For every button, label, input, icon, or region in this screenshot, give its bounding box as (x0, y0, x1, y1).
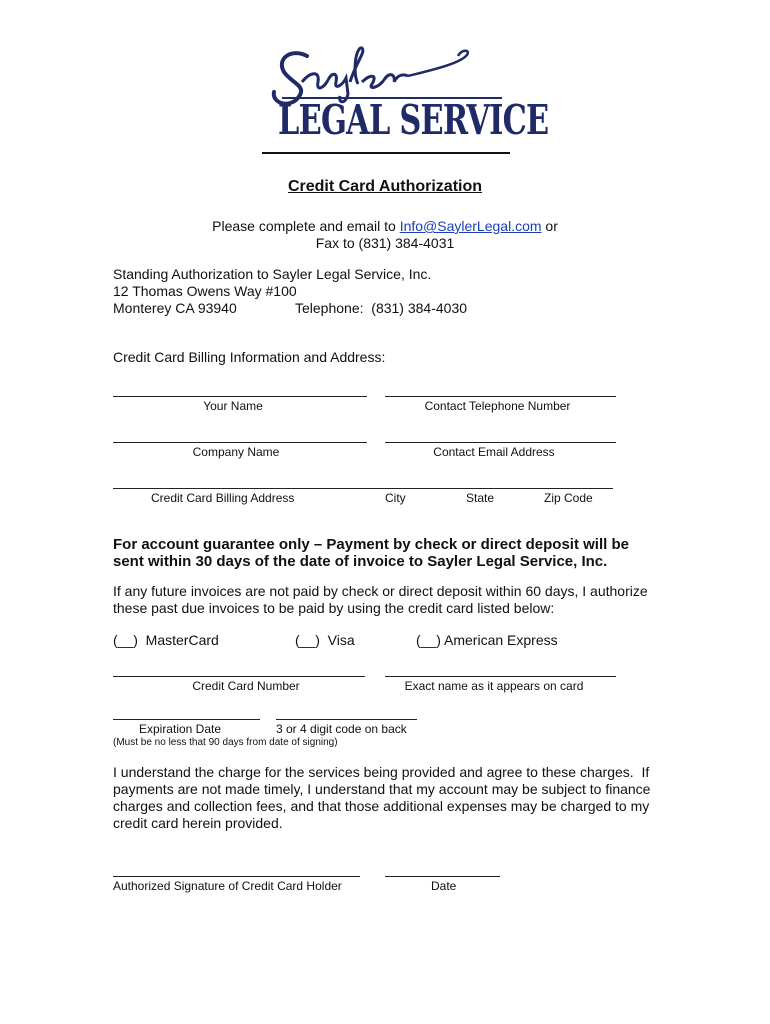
cvv-label: 3 or 4 digit code on back (276, 722, 407, 736)
contact-email-label: Contact Email Address (433, 445, 555, 459)
page-title: Credit Card Authorization (287, 178, 483, 195)
agreement-line-4: credit card herein provided. (113, 815, 283, 831)
card-number-field[interactable] (113, 676, 365, 677)
agreement-line-2: payments are not made timely, I understand that my account may be subject to finance (113, 781, 651, 797)
contact-email-field[interactable] (385, 442, 616, 443)
date-field[interactable] (385, 876, 500, 877)
city-label: City (385, 491, 406, 505)
logo-wordmark: LEGAL SERVICE (278, 96, 549, 144)
billing-heading: Credit Card Billing Information and Address: (113, 349, 386, 365)
state-label: State (466, 491, 495, 505)
zip-label: Zip Code (544, 491, 593, 505)
fax-line: Fax to (831) 384-4031 (315, 235, 455, 251)
expiration-field[interactable] (113, 719, 260, 720)
guarantee-text-line-1: If any future invoices are not paid by check or direct deposit within 60 days, I authorize (113, 583, 648, 599)
expiration-label: Expiration Date (138, 722, 222, 736)
company-line-2: 12 Thomas Owens Way #100 (113, 283, 297, 299)
visa-option[interactable]: (__) Visa (295, 632, 355, 648)
exact-name-field[interactable] (385, 676, 616, 677)
contact-phone-label: Contact Telephone Number (424, 399, 571, 413)
card-number-label: Credit Card Number (192, 679, 300, 693)
signature-label: Authorized Signature of Credit Card Holder (113, 879, 342, 893)
guarantee-heading-line-2: sent within 30 days of the date of invoice to Sayler Legal Service, Inc. (113, 553, 608, 570)
cvv-field[interactable] (276, 719, 417, 720)
instructions-suffix: or (541, 218, 558, 234)
company-line-1: Standing Authorization to Sayler Legal Service, Inc. (113, 266, 432, 282)
contact-phone-field[interactable] (385, 396, 616, 397)
agreement-line-3: charges and collection fees, and that those additional expenses may be charged to my (113, 798, 650, 814)
guarantee-heading-line-1: For account guarantee only – Payment by check or direct deposit will be (113, 536, 629, 553)
instructions-line-1 (0, 218, 770, 234)
company-name-label: Company Name (192, 445, 280, 459)
signature-field[interactable] (113, 876, 360, 877)
logo-underline (262, 152, 510, 154)
mastercard-option[interactable]: (__) MasterCard (113, 632, 219, 648)
your-name-label: Your Name (203, 399, 263, 413)
agreement-line-1: I understand the charge for the services being provided and agree to these charges. If (113, 764, 650, 780)
date-label: Date (431, 879, 457, 893)
company-phone: Telephone: (831) 384-4030 (295, 300, 468, 316)
guarantee-text-line-2: these past due invoices to be paid by using the credit card listed below: (113, 600, 555, 616)
instructions-prefix: Please complete and email to (212, 218, 400, 234)
billing-address-label: Credit Card Billing Address (151, 491, 295, 505)
email-link[interactable]: Info@SaylerLegal.com (399, 218, 542, 234)
amex-option[interactable]: (__) American Express (416, 632, 558, 648)
company-city: Monterey CA 93940 (113, 300, 237, 316)
billing-address-field[interactable] (113, 488, 613, 489)
expiration-note: (Must be no less that 90 days from date of signing) (113, 737, 338, 748)
exact-name-label: Exact name as it appears on card (404, 679, 584, 693)
company-name-field[interactable] (113, 442, 367, 443)
your-name-field[interactable] (113, 396, 367, 397)
